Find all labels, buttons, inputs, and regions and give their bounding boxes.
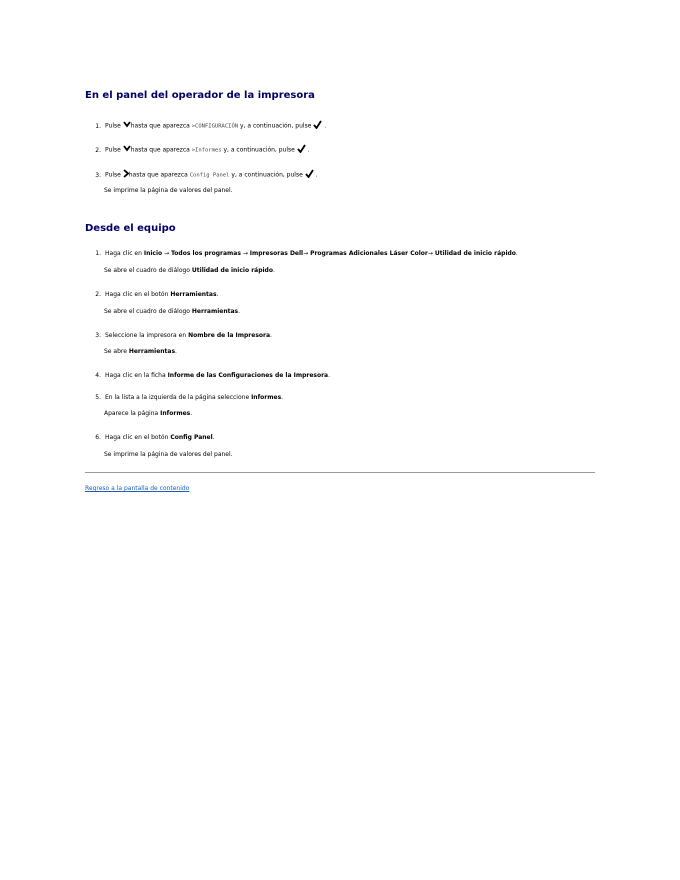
arrow-icon: → (242, 250, 248, 257)
step-text: hasta que aparezca (128, 171, 188, 179)
step-text: Haga clic en la ficha (105, 372, 166, 379)
list-item (85, 120, 595, 132)
list-item (85, 144, 595, 156)
bold-term: Informe de las Configuraciones de la Impresora (167, 372, 329, 379)
list-item (85, 394, 595, 402)
code-text: >CONFIGURACIÓN (191, 123, 239, 130)
step-text: y, a continuación, pulse (240, 122, 312, 130)
step-text: . (328, 372, 331, 379)
back-to-contents-link[interactable]: Regreso a la pantalla de contenido (85, 485, 190, 492)
step-text: hasta que aparezca (130, 122, 190, 130)
code-text: Config Panel (189, 172, 230, 179)
bold-term: Utilidad de inicio rápido (434, 250, 516, 257)
step-text: . (216, 291, 219, 298)
bold-term: Programas Adicionales Láser Color (310, 250, 428, 257)
step-text: y, a continuación, pulse (231, 171, 303, 179)
step-note: Se imprime la página de valores del panel. (104, 187, 233, 194)
bold-term: Herramientas (170, 291, 217, 298)
bold-term: Todos los programas (171, 250, 241, 257)
step-text: . (324, 122, 327, 130)
step-note (104, 308, 240, 316)
note-text: . (190, 410, 193, 417)
list-item (85, 372, 595, 380)
step-text: . (315, 171, 318, 179)
divider (85, 472, 595, 473)
bold-term: Nombre de la Impresora (188, 332, 271, 339)
step-text: y, a continuación, pulse (223, 146, 295, 154)
note-text: Se abre el cuadro de diálogo (104, 308, 190, 315)
note-text: . (272, 267, 275, 274)
step-note (104, 410, 192, 418)
bold-term: Herramientas (191, 308, 239, 315)
step-number: 5. (95, 394, 101, 401)
bold-term: Informes (160, 410, 191, 417)
bold-term: Impresoras Dell (249, 250, 304, 257)
list-item (85, 434, 595, 442)
step-text: . (270, 332, 272, 339)
arrow-icon: → (427, 250, 433, 257)
note-text: . (175, 348, 177, 355)
step-number: 1. (95, 122, 101, 130)
arrow-icon: → (303, 250, 309, 257)
step-note (104, 267, 275, 275)
step-number: 4. (95, 372, 101, 379)
list-item (85, 332, 595, 340)
step-number: 3. (95, 171, 101, 179)
bold-term: Config Panel (170, 434, 213, 441)
step-text: Seleccione la impresora en (105, 332, 187, 339)
list-item (85, 250, 595, 258)
step-number: 3. (95, 332, 101, 339)
bold-term: Informes (251, 394, 282, 401)
list-item (85, 291, 595, 299)
chevron-down-icon (123, 121, 131, 131)
note-text: Se abre el cuadro de diálogo (104, 267, 190, 274)
note-text: . (238, 308, 241, 315)
step-number: 2. (95, 291, 101, 298)
step-number: 6. (95, 434, 101, 441)
checkmark-icon (305, 169, 314, 181)
arrow-icon: → (164, 250, 170, 257)
step-text: . (515, 250, 518, 257)
note-text: Se abre (104, 348, 127, 355)
bold-term: Utilidad de inicio rápido (191, 267, 273, 274)
step-text: Pulse (105, 146, 121, 154)
note-text: Aparece la página (104, 410, 159, 417)
step-number: 1. (95, 250, 101, 257)
step-number: 2. (95, 146, 101, 154)
step-text: Pulse (105, 122, 121, 130)
section-title-from-computer: Desde el equipo (85, 223, 176, 234)
bold-term: Inicio (143, 250, 163, 257)
step-text: . (307, 146, 310, 154)
step-text: hasta que aparezca (130, 146, 190, 154)
list-item (85, 169, 595, 181)
chevron-down-icon (123, 145, 131, 155)
step-text: . (281, 394, 284, 401)
step-note: Se imprime la página de valores del panel. (104, 451, 233, 458)
step-text: . (212, 434, 215, 441)
step-text: Haga clic en el botón (105, 291, 169, 298)
step-text: Pulse (105, 171, 121, 179)
section-title-operator-panel: En el panel del operador de la impresora (85, 90, 315, 101)
step-text: Haga clic en el botón (105, 434, 169, 441)
step-text: En la lista a la izquierda de la página seleccione (105, 394, 250, 401)
checkmark-icon (313, 120, 322, 132)
step-note (104, 348, 177, 356)
step-text: Haga clic en (105, 250, 142, 257)
code-text: >Informes (191, 147, 222, 154)
bold-term: Herramientas (128, 348, 176, 355)
checkmark-icon (297, 144, 306, 156)
